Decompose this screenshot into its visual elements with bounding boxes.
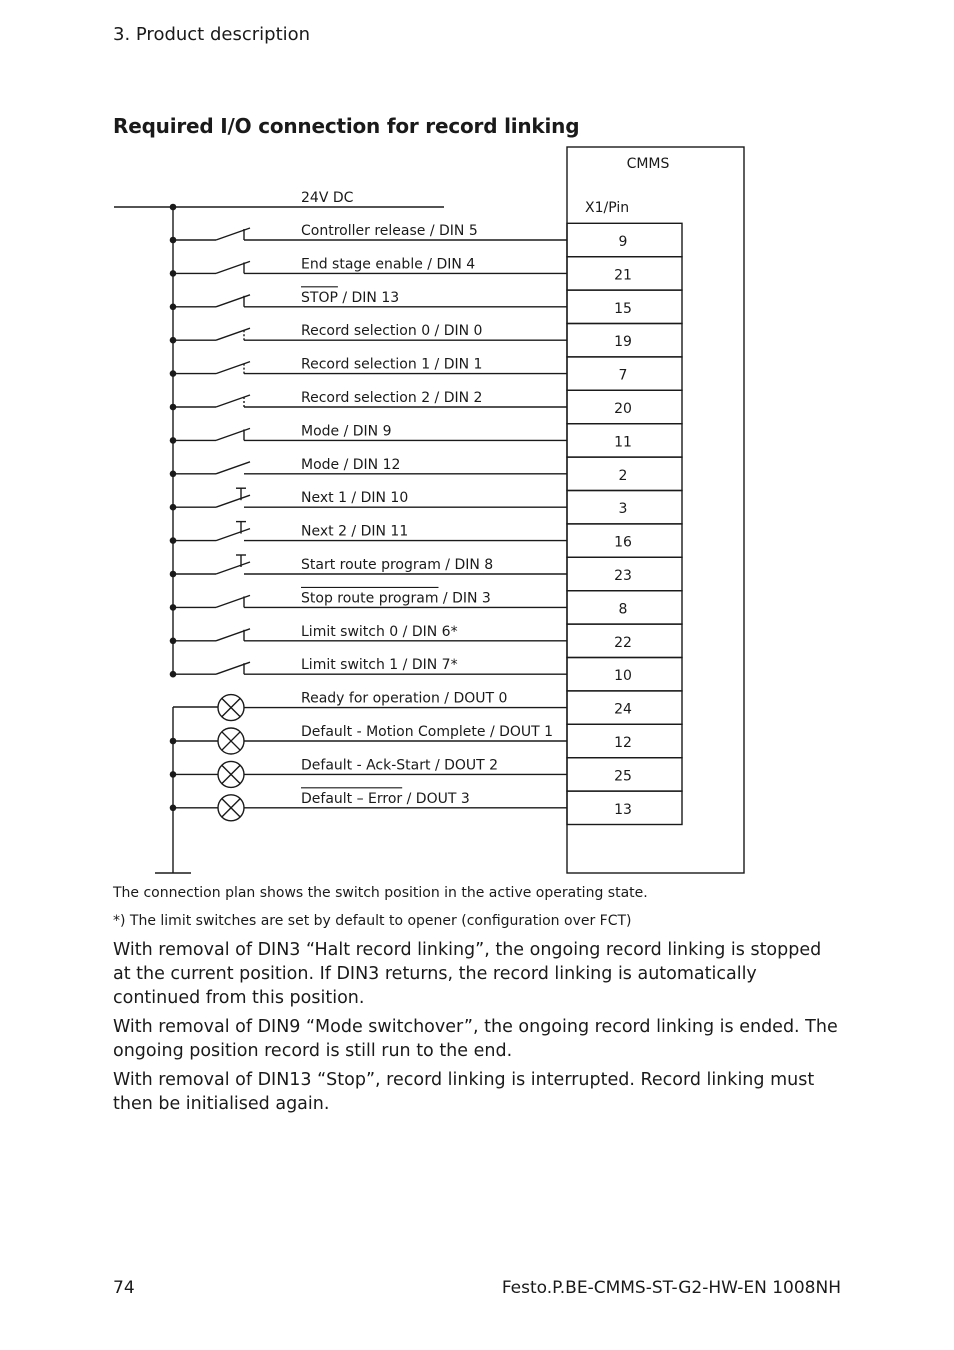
output-2-label: Default - Motion Complete / DOUT 1 [301,724,554,740]
input-2-switch [216,261,250,273]
input-14-label: Limit switch 1 / DIN 7* [301,657,458,674]
input-3-pin-number: 15 [614,300,632,317]
input-11-switch [216,562,250,574]
section-header: 3. Product description [113,24,311,45]
page-title: Required I/O connection for record linking [113,114,580,138]
connector-label: X1/Pin [585,200,630,216]
input-8-pin-number: 2 [618,467,628,484]
input-1-label: Controller release / DIN 5 [301,223,478,239]
output-2-pin-number: 12 [614,735,632,751]
input-2-pin-number: 21 [614,267,632,284]
input-7-pin-number: 11 [614,434,632,451]
input-11-pin-number: 23 [614,568,632,584]
input-6-switch [216,395,250,407]
supply-node [170,204,177,211]
input-14-switch [216,662,250,674]
output-4-label: Default – Error / DOUT 3 [301,790,470,807]
io-connection-diagram [0,140,954,885]
cmms-device-frame [567,147,744,873]
input-5-label: Record selection 1 / DIN 1 [301,356,483,373]
input-7-label: Mode / DIN 9 [301,423,392,440]
paragraph-din3: With removal of DIN3 “Halt record linking”, the ongoing record linking is stopped at the current position. If DIN3 returns, the record linking is automatically continued from this position. [113,940,822,1008]
paragraph-din13: With removal of DIN13 “Stop”, record linking is interrupted. Record linking must then be initialised again. [113,1070,815,1114]
input-10-switch [216,529,250,541]
input-5-switch [216,362,250,374]
input-7-switch [216,428,250,440]
input-9-switch [216,495,250,507]
page-number: 74 [113,1278,135,1298]
input-13-label: Limit switch 0 / DIN 6* [301,623,458,640]
input-1-switch [216,228,250,240]
input-3-switch [216,295,250,307]
input-3-label: STOP / DIN 13 [301,289,400,306]
input-5-pin-number: 7 [618,367,628,384]
output-4-pin-number: 13 [614,801,632,818]
input-6-label: Record selection 2 / DIN 2 [301,390,483,406]
output-1-label: Ready for operation / DOUT 0 [301,690,508,707]
output-3-pin-number: 25 [614,768,632,785]
input-4-pin-number: 19 [614,334,632,351]
input-10-pin-number: 16 [614,534,632,551]
input-13-pin-number: 22 [614,634,632,651]
note-limit-switches: *) The limit switches are set by default to opener (configuration over FCT) [113,913,632,929]
cmms-label: CMMS [626,156,670,172]
supply-label: 24V DC [301,190,354,206]
input-10-label: Next 2 / DIN 11 [301,523,409,540]
input-9-pin-number: 3 [618,501,628,518]
input-1-pin-number: 9 [618,234,628,250]
paragraph-din9: With removal of DIN9 “Mode switchover”, the ongoing record linking is ended. The ongoing position record is still run to the end. [113,1017,838,1061]
output-1-pin-number: 24 [614,701,632,718]
input-13-switch [216,629,250,641]
input-12-switch [216,595,250,607]
input-4-switch [216,328,250,340]
input-8-switch [216,462,250,474]
document-id: Festo.P.BE-CMMS-ST-G2-HW-EN 1008NH [501,1278,841,1298]
input-11-label: Start route program / DIN 8 [301,557,494,573]
note-switch-position: The connection plan shows the switch position in the active operating state. [113,885,648,901]
input-4-label: Record selection 0 / DIN 0 [301,323,483,340]
input-9-label: Next 1 / DIN 10 [301,490,409,507]
input-14-pin-number: 10 [614,668,632,685]
input-8-label: Mode / DIN 12 [301,456,401,473]
input-12-label: Stop route program / DIN 3 [301,590,491,607]
output-3-label: Default - Ack-Start / DOUT 2 [301,757,499,774]
input-2-label: End stage enable / DIN 4 [301,256,476,273]
input-6-pin-number: 20 [614,401,632,417]
input-12-pin-number: 8 [618,601,628,618]
